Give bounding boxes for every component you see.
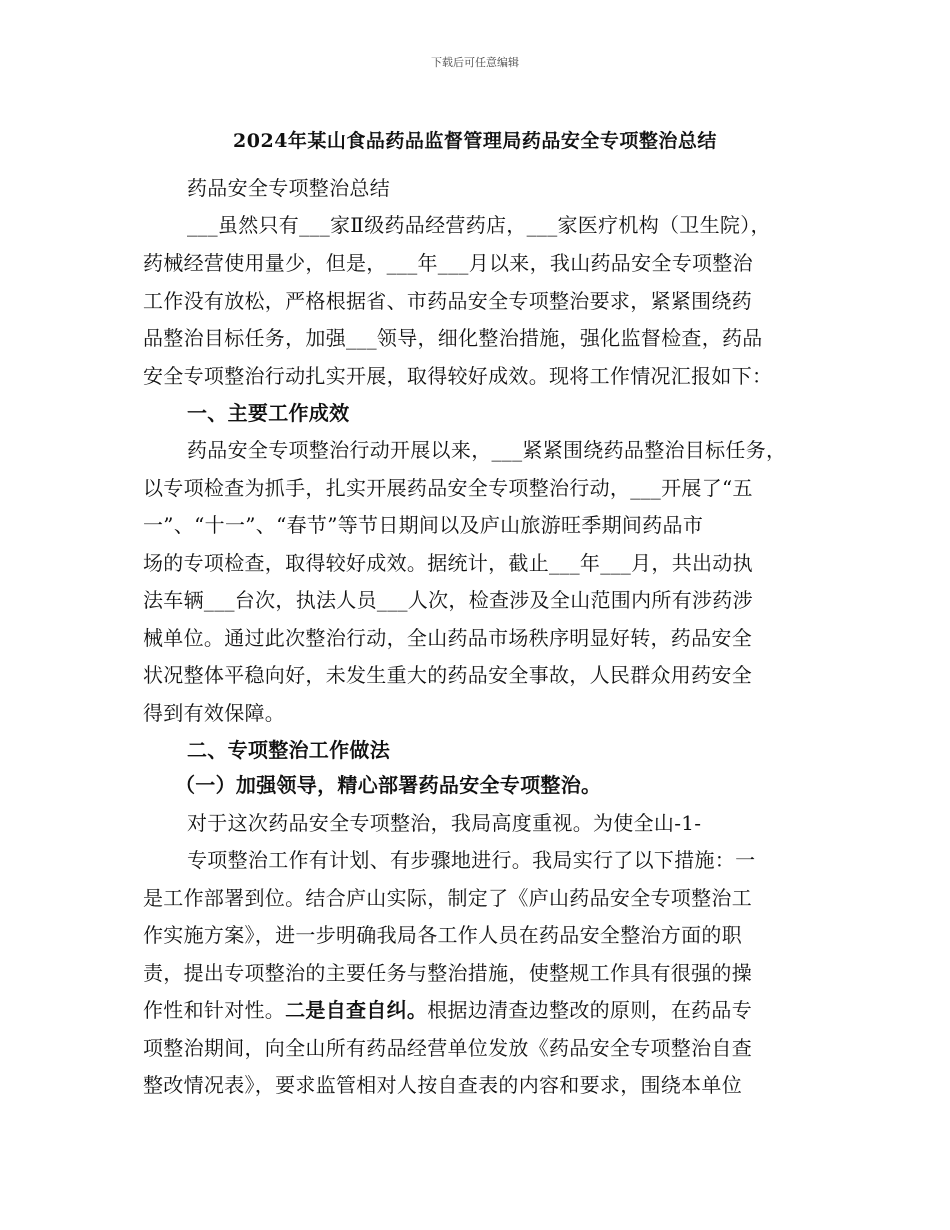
paragraph-line: 得到有效保障。 (143, 701, 286, 725)
section-heading: 二、专项整治工作做法 (187, 738, 390, 762)
paragraph-line: 以专项检查为抓手，扎实开展药品安全专项整治行动，___开展了“五 (143, 476, 753, 500)
paragraph-line: 是工作部署到位。结合庐山实际，制定了《庐山药品安全专项整治工 (143, 886, 752, 910)
paragraph-line: 责，提出专项整治的主要任务与整治措施，使整规工作具有很强的操 (143, 961, 752, 985)
paragraph-text: 根据边清查边整改的原则，在药品专 (427, 998, 753, 1022)
paragraph-line: 场的专项检查，取得较好成效。据统计，截止___年___月，共出动执 (143, 551, 753, 575)
header-note: 下载后可任意编辑 (431, 56, 519, 69)
section-heading: 一、主要工作成效 (187, 401, 350, 425)
paragraph-line: ___虽然只有___家Ⅱ级药品经营药店，___家医疗机构（卫生院）， (187, 213, 771, 237)
paragraph-line: 械单位。通过此次整治行动，全山药品市场秩序明显好转，药品安全 (143, 626, 752, 650)
paragraph-line: 作实施方案》，进一步明确我局各工作人员在药品安全整治方面的职 (143, 923, 742, 947)
paragraph-line: 整改情况表》，要求监管相对人按自查表的内容和要求，围绕本单位 (143, 1073, 742, 1097)
paragraph-line: 安全专项整治行动扎实开展，取得较好成效。现将工作情况汇报如下： (143, 364, 773, 388)
paragraph-line: 专项整治工作有计划、有步骤地进行。我局实行了以下措施：一 (187, 848, 756, 872)
paragraph-line: 品整治目标任务，加强___领导，细化整治措施，强化监督检查，药品 (143, 326, 763, 350)
paragraph-line: 项整治期间，向全山所有药品经营单位发放《药品安全专项整治自查 (143, 1036, 752, 1060)
paragraph-line: 对于这次药品安全专项整治，我局高度重视。为使全山-1- (187, 811, 702, 835)
subtitle-line: 药品安全专项整治总结 (187, 176, 390, 200)
paragraph-line: 一”、“十一”、“春节”等节日期间以及庐山旅游旺季期间药品市 (143, 513, 704, 537)
subsection-heading: （一）加强领导，精心部署药品安全专项整治。 (175, 773, 602, 797)
paragraph-line: 药品安全专项整治行动开展以来，___紧紧围绕药品整治目标任务， (187, 438, 787, 462)
paragraph-line: 工作没有放松，严格根据省、市药品安全专项整治要求，紧紧围绕药 (143, 289, 752, 313)
document-title: 2024年某山食品药品监督管理局药品安全专项整治总结 (233, 130, 717, 152)
paragraph-line-mixed (143, 997, 815, 1023)
bold-phrase: 二是自查自纠。 (285, 998, 428, 1022)
paragraph-text: 作性和针对性。 (143, 998, 286, 1022)
paragraph-line: 法车辆___台次，执法人员___人次，检查涉及全山范围内所有涉药涉 (143, 588, 753, 612)
paragraph-line: 状况整体平稳向好，未发生重大的药品安全事故，人民群众用药安全 (143, 663, 752, 687)
paragraph-line: 药械经营使用量少，但是，___年___月以来，我山药品安全专项整治 (143, 251, 753, 275)
